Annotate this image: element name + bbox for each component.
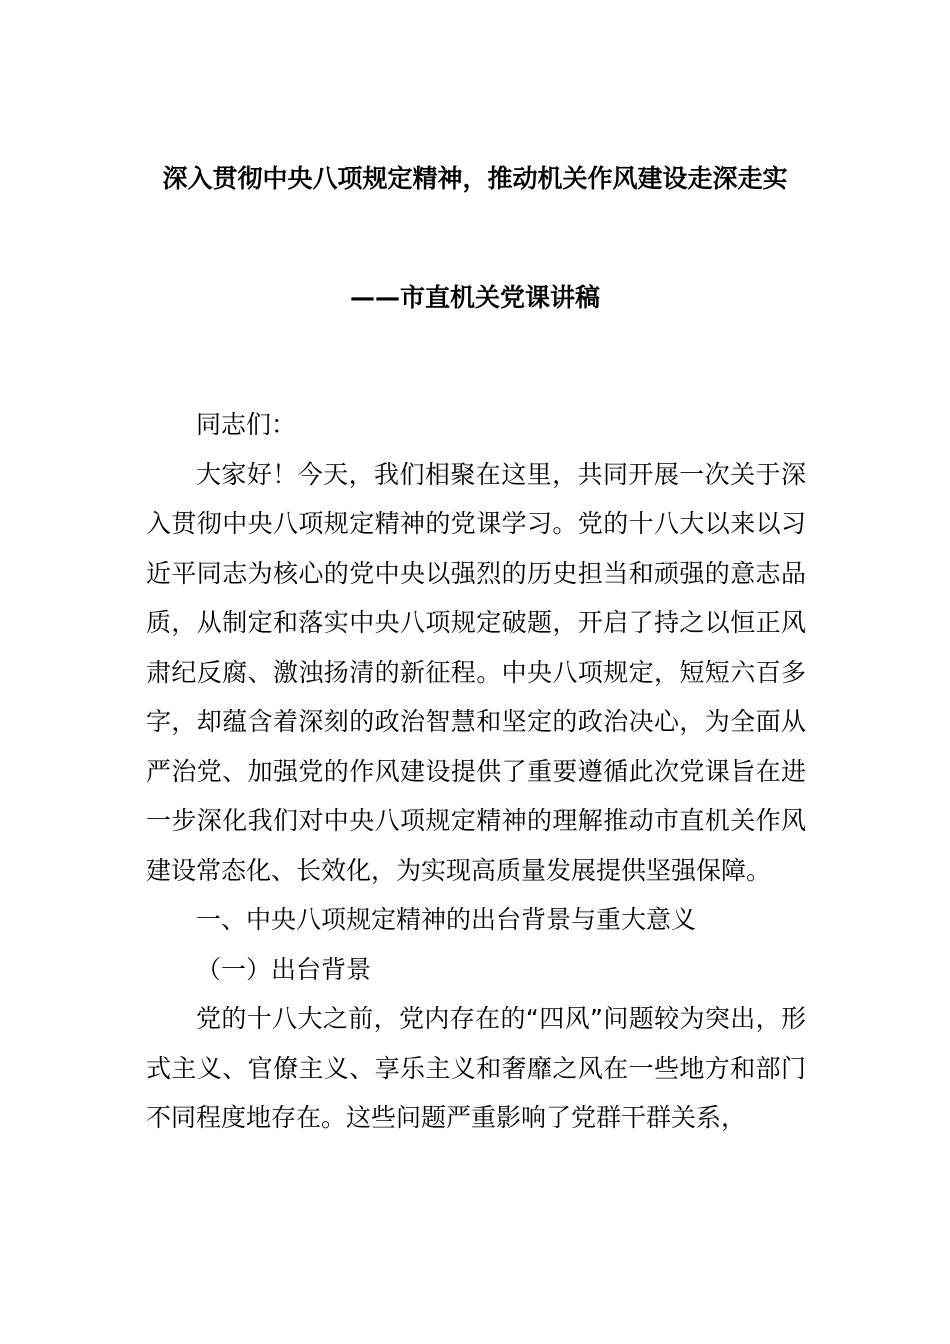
section-heading: 一、中央八项规定精神的出台背景与重大意义 (196, 905, 697, 934)
document-title: 深入贯彻中央八项规定精神，推动机关作风建设走深走实 (162, 164, 788, 193)
body-paragraph: 党的十八大之前，党内存在的“四风”问题较为突出，形式主义、官僚主义、享乐主义和奢靡之风在一些地方和部门不同程度地存在。这些问题严重影响了党群干群关系， (146, 1004, 806, 1132)
salutation: 同志们： (196, 410, 297, 439)
subsection-heading: （一）出台背景 (196, 954, 372, 984)
body-paragraph: 大家好！今天，我们相聚在这里，共同开展一次关于深入贯彻中央八项规定精神的党课学习。党的十八大以来以习近平同志为核心的党中央以强烈的历史担当和顽强的意志品质，从制定和落实中央八项规定破题，开启了持之以恒正风肃纪反腐、激浊扬清的新征程。中央八项规定，短短六百多字，却蕴含着深刻的政治智慧和坚定的政治决心，为全面从严治党、加强党的作风建设提供了重要遵循此次党课旨在进一步深化我们对中央八项规定精神的理解推动市直机关作风建设常态化、长效化，为实现高质量发展提供坚强保障。 (146, 459, 806, 885)
document-body (146, 400, 806, 1143)
document-subtitle: ——市直机关党课讲稿 (349, 283, 600, 312)
